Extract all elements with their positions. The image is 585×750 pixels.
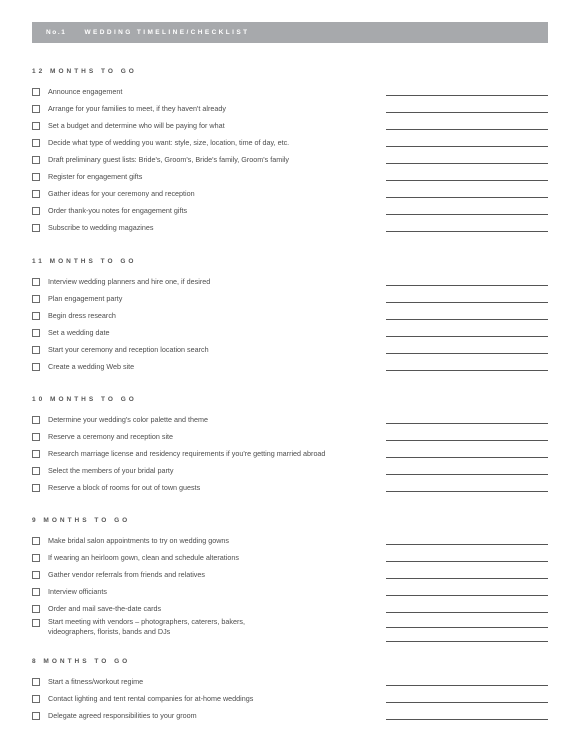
item-text: Order thank-you notes for engagement gifts: [48, 205, 188, 215]
checklist-item: [32, 202, 548, 219]
notes-line: [386, 561, 548, 562]
item-text: Arrange for your families to meet, if they haven't already: [48, 103, 226, 113]
checkbox[interactable]: [32, 678, 40, 686]
checkbox[interactable]: [32, 363, 40, 371]
checklist-item: [32, 100, 548, 117]
checklist-item: [32, 358, 548, 375]
checkbox[interactable]: [32, 467, 40, 475]
section-9-months: [32, 516, 548, 647]
notes-line: [386, 214, 548, 215]
section-11-months: [32, 257, 548, 375]
notes-line: [386, 336, 548, 337]
item-text: Start meeting with vendors – photographers, caterers, bakers, videographers, florists, bands and DJs: [48, 617, 245, 636]
notes-line: [386, 641, 548, 642]
checklist-item: [32, 549, 548, 566]
item-text: Draft preliminary guest lists: Bride's, Groom's, Bride's family, Groom's family: [48, 154, 290, 164]
page-title: WEDDING TIMELINE/CHECKLIST: [84, 29, 250, 36]
item-text: If wearing an heirloom gown, clean and schedule alterations: [48, 552, 239, 562]
checkbox[interactable]: [32, 312, 40, 320]
checklist-item: [32, 185, 548, 202]
checklist-item: [32, 117, 548, 134]
notes-line: [386, 285, 548, 286]
header-bar: [32, 22, 548, 43]
checkbox[interactable]: [32, 712, 40, 720]
checklist-item: [32, 583, 548, 600]
checklist-item: [32, 273, 548, 290]
item-text: Plan engagement party: [48, 293, 123, 303]
item-text: Start your ceremony and reception location search: [48, 344, 209, 354]
checklist-item: [32, 219, 548, 236]
notes-line: [386, 112, 548, 113]
checklist-item: [32, 428, 548, 445]
checklist-item: [32, 151, 548, 168]
item-text: Reserve a ceremony and reception site: [48, 431, 174, 441]
notes-line: [386, 474, 548, 475]
section-title: 11 MONTHS TO GO: [32, 258, 137, 265]
item-text: Interview wedding planners and hire one, if desired: [48, 276, 211, 286]
checklist-item: [32, 690, 548, 707]
checklist-item: [32, 411, 548, 428]
checklist-item: [32, 462, 548, 479]
checkbox[interactable]: [32, 433, 40, 441]
notes-line: [386, 595, 548, 596]
notes-line: [386, 197, 548, 198]
header-number: No.1: [46, 29, 67, 36]
checklist-item: [32, 290, 548, 307]
section-title: 10 MONTHS TO GO: [32, 396, 137, 403]
checklist-item: [32, 168, 548, 185]
checklist-item: [32, 445, 548, 462]
notes-line: [386, 685, 548, 686]
notes-line: [386, 95, 548, 96]
checklist-item: [32, 532, 548, 549]
item-text: Gather ideas for your ceremony and reception: [48, 188, 195, 198]
notes-line: [386, 719, 548, 720]
item-text: Decide what type of wedding you want: style, size, location, time of day, etc.: [48, 137, 290, 147]
notes-line: [386, 231, 548, 232]
notes-line: [386, 544, 548, 545]
item-text: Contact lighting and tent rental companies for at-home weddings: [48, 693, 254, 703]
checkbox[interactable]: [32, 278, 40, 286]
checkbox[interactable]: [32, 173, 40, 181]
item-text: Announce engagement: [48, 86, 123, 96]
item-text: Begin dress research: [48, 310, 116, 320]
checklist-item: [32, 134, 548, 151]
checkbox[interactable]: [32, 695, 40, 703]
checkbox[interactable]: [32, 295, 40, 303]
item-text: Make bridal salon appointments to try on wedding gowns: [48, 535, 229, 545]
checkbox[interactable]: [32, 484, 40, 492]
checkbox[interactable]: [32, 346, 40, 354]
notes-line: [386, 180, 548, 181]
notes-line: [386, 129, 548, 130]
checkbox[interactable]: [32, 554, 40, 562]
section-title: 12 MONTHS TO GO: [32, 68, 137, 75]
checkbox[interactable]: [32, 619, 40, 627]
notes-line: [386, 319, 548, 320]
checkbox[interactable]: [32, 450, 40, 458]
item-text: Determine your wedding's color palette and theme: [48, 414, 208, 424]
item-text: Research marriage license and residency requirements if you're getting married abroad: [48, 448, 326, 458]
notes-line: [386, 146, 548, 147]
checkbox[interactable]: [32, 588, 40, 596]
checkbox[interactable]: [32, 156, 40, 164]
section-10-months: [32, 395, 548, 496]
item-text: Gather vendor referrals from friends and relatives: [48, 569, 205, 579]
notes-line: [386, 578, 548, 579]
notes-line: [386, 627, 548, 628]
section-title: 8 MONTHS TO GO: [32, 658, 131, 665]
section-12-months: [32, 67, 548, 236]
item-text: Register for engagement gifts: [48, 171, 143, 181]
notes-line: [386, 702, 548, 703]
checkbox[interactable]: [32, 190, 40, 198]
checklist-item: [32, 673, 548, 690]
checkbox[interactable]: [32, 329, 40, 337]
notes-line: [386, 423, 548, 424]
checklist-item: [32, 324, 548, 341]
notes-line: [386, 353, 548, 354]
checklist-item: [32, 341, 548, 358]
checklist-item: [32, 566, 548, 583]
notes-line: [386, 302, 548, 303]
item-text: Reserve a block of rooms for out of town guests: [48, 482, 201, 492]
notes-line: [386, 491, 548, 492]
section-title: 9 MONTHS TO GO: [32, 517, 131, 524]
checkbox[interactable]: [32, 122, 40, 130]
section-8-months: [32, 657, 548, 724]
item-text: Set a wedding date: [48, 327, 110, 337]
notes-line: [386, 370, 548, 371]
checklist-item: [32, 617, 548, 647]
notes-line: [386, 440, 548, 441]
checkbox[interactable]: [32, 207, 40, 215]
checkbox[interactable]: [32, 88, 40, 96]
checkbox[interactable]: [32, 537, 40, 545]
notes-line: [386, 457, 548, 458]
item-text: Set a budget and determine who will be paying for what: [48, 120, 225, 130]
notes-line: [386, 612, 548, 613]
checkbox[interactable]: [32, 139, 40, 147]
item-text: Interview officiants: [48, 586, 107, 596]
checklist-item: [32, 307, 548, 324]
checklist-item: [32, 83, 548, 100]
checklist-item: [32, 707, 548, 724]
item-text: Delegate agreed responsibilities to your groom: [48, 710, 197, 720]
checkbox[interactable]: [32, 416, 40, 424]
item-text: Select the members of your bridal party: [48, 465, 174, 475]
checkbox[interactable]: [32, 224, 40, 232]
item-text: Create a wedding Web site: [48, 361, 135, 371]
checklist-item: [32, 600, 548, 617]
item-text: Subscribe to wedding magazines: [48, 222, 154, 232]
item-text: Start a fitness/workout regime: [48, 676, 144, 686]
checklist-item: [32, 479, 548, 496]
checkbox[interactable]: [32, 571, 40, 579]
checkbox[interactable]: [32, 605, 40, 613]
item-text: Order and mail save-the-date cards: [48, 603, 162, 613]
notes-line: [386, 163, 548, 164]
checkbox[interactable]: [32, 105, 40, 113]
